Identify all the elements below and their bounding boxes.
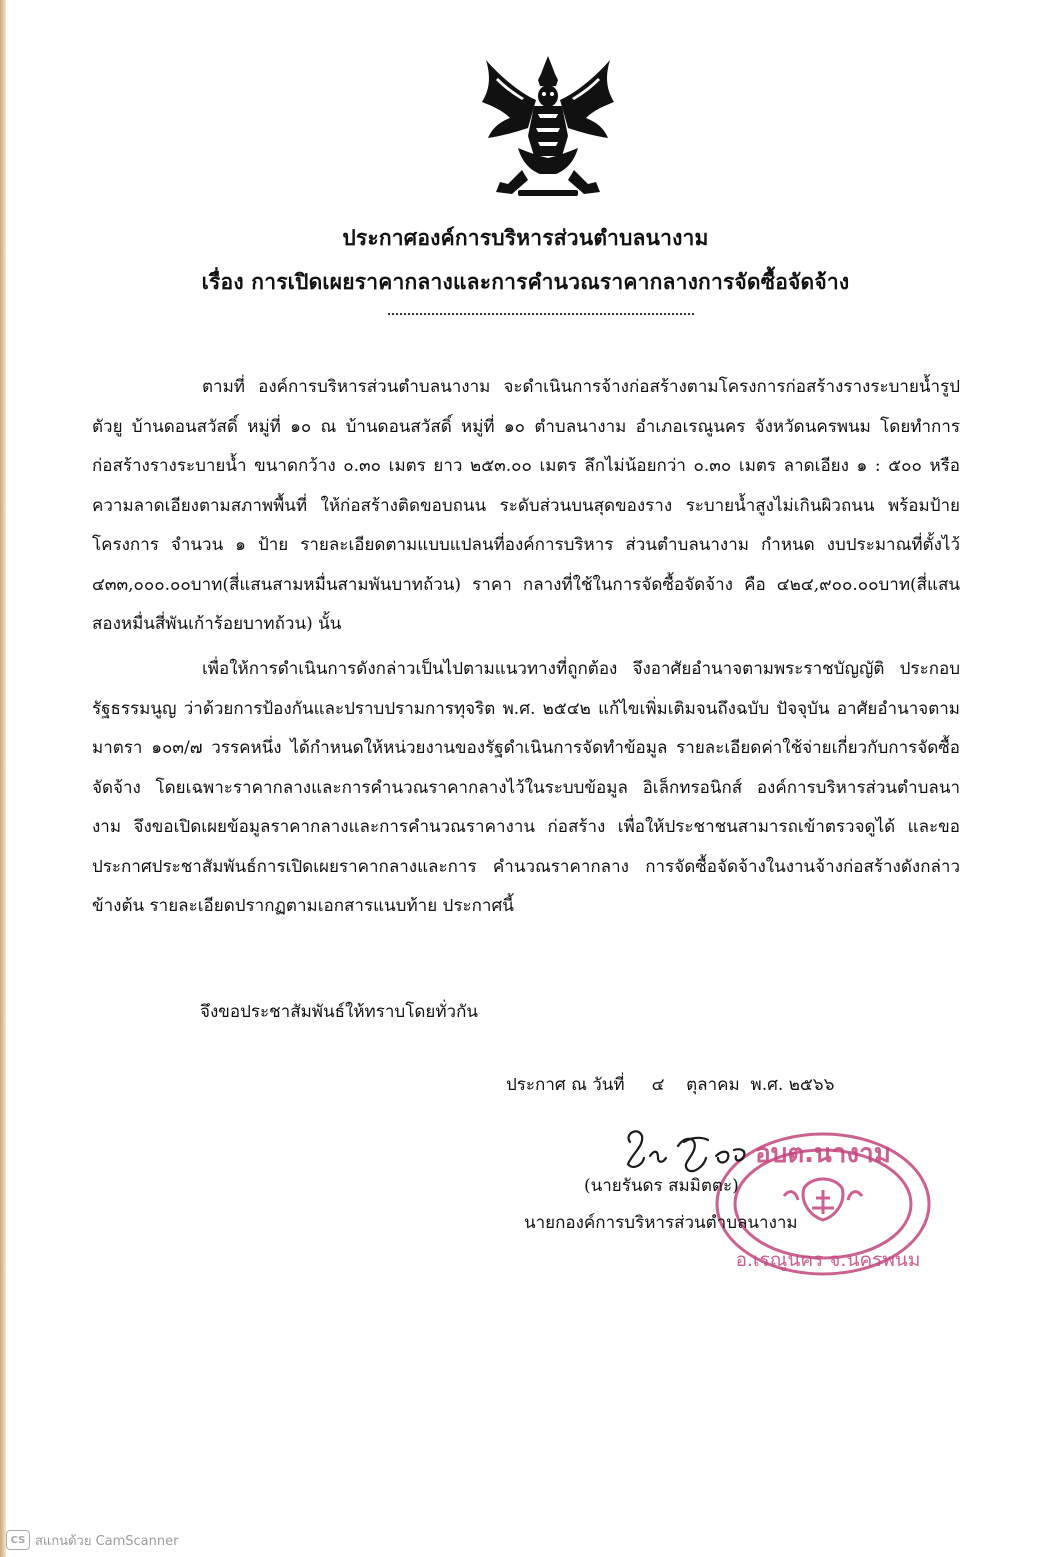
announcement-date: ประกาศ ณ วันที่ ๔ ตุลาคม พ.ศ. ๒๕๖๖ xyxy=(506,1075,835,1095)
paragraph-text: ตามที่ องค์การบริหารส่วนตำบลนางาม จะดำเนินการจ้างก่อสร้างตามโครงการก่อสร้างรางระบายน้ำรูปตัวยู บ้านดอนสวัสดิ์ หมู่ที่ ๑๐ ณ บ้านดอนสวัสดิ์ หมู่ที่ ๑๐ ตำบลนางาม อำเภอเรณูนคร จังหวัดนครพนม โดยทำการก่อสร้างรางระบายน้ำ ขนาดกว้าง ๐.๓๐ เมตร ยาว ๒๕๓.๐๐ เมตร ลึกไม่น้อยกว่า ๐.๓๐ เมตร ลาดเอียง ๑ : ๕๐๐ หรือความลาดเอียงตามสภาพพื้นที่ ให้ก่อสร้างติดขอบถนน ระดับส่วนบนสุดของราง ระบายน้ำสูงไม่เกินผิวถนน พร้อมป้ายโครงการ จำนวน ๑ ป้าย รายละเอียดตามแบบแปลนที่องค์การบริหาร ส่วนตำบลนางาม กำหนด งบประมาณที่ตั้งไว้ ๔๓๓,๐๐๐.๐๐บาท(สี่แสนสามหมื่นสามพันบาทถ้วน) ราคา กลางที่ใช้ในการจัดซื้อจัดจ้าง คือ ๔๒๔,๙๐๐.๐๐บาท(สี่แสนสองหมื่นสี่พันเก้าร้อยบาทถ้วน) นั้น xyxy=(92,377,960,634)
page-title: ประกาศองค์การบริหารส่วนตำบลนางาม xyxy=(342,225,709,250)
body-paragraph-1 xyxy=(92,368,960,645)
subject-line: เรื่อง การเปิดเผยราคากลางและการคำนวณราคากลางการจัดซื้อจัดจ้าง xyxy=(201,269,850,294)
scanner-watermark xyxy=(6,1528,178,1552)
body-paragraph-2 xyxy=(92,650,960,927)
signer-title: นายกองค์การบริหารส่วนตำบลนางาม xyxy=(524,1213,798,1233)
seal-text-bottom: อ.เรณูนคร จ.นครพนม xyxy=(735,1249,921,1271)
dotted-divider xyxy=(388,313,694,315)
seal-text-top: อบต.นางาม xyxy=(755,1139,891,1169)
camscanner-logo-icon: CS xyxy=(6,1530,30,1550)
scanner-watermark-text: สแกนด้วย CamScanner xyxy=(35,1533,179,1549)
body-paragraph-3 xyxy=(200,993,700,1033)
signer-name: (นายรันดร สมมิตตะ) xyxy=(584,1176,739,1196)
garuda-emblem-icon xyxy=(478,52,618,200)
handwritten-signature xyxy=(620,1120,760,1178)
paragraph-text: เพื่อให้การดำเนินการดังกล่าวเป็นไปตามแนวทางที่ถูกต้อง จึงอาศัยอำนาจตามพระราชบัญญัติ ประกอบรัฐธรรมนูญ ว่าด้วยการป้องกันและปราบปรามการทุจริต พ.ศ. ๒๕๔๒ แก้ไขเพิ่มเติมจนถึงฉบับ ปัจจุบัน อาศัยอำนาจตามมาตรา ๑๐๓/๗ วรรคหนึ่ง ได้กำหนดให้หน่วยงานของรัฐดำเนินการจัดทำข้อมูล รายละเอียดค่าใช้จ่ายเกี่ยวกับการจัดซื้อจัดจ้าง โดยเฉพาะราคากลางและการคำนวณราคากลางไว้ในระบบข้อมูล อิเล็กทรอนิกส์ องค์การบริหารส่วนตำบลนางาม จึงขอเปิดเผยข้อมูลราคากลางและการคำนวณราคางาน ก่อสร้าง เพื่อให้ประชาชนสามารถเข้าตรวจดูได้ และขอประกาศประชาสัมพันธ์การเปิดเผยราคากลางและการ คำนวณราคากลาง การจัดซื้อจัดจ้างในงานจ้างก่อสร้างดังกล่าวข้างต้น รายละเอียดปรากฏตามเอกสารแนบท้าย ประกาศนี้ xyxy=(92,659,960,916)
paragraph-text: จึงขอประชาสัมพันธ์ให้ทราบโดยทั่วกัน xyxy=(200,1002,478,1022)
